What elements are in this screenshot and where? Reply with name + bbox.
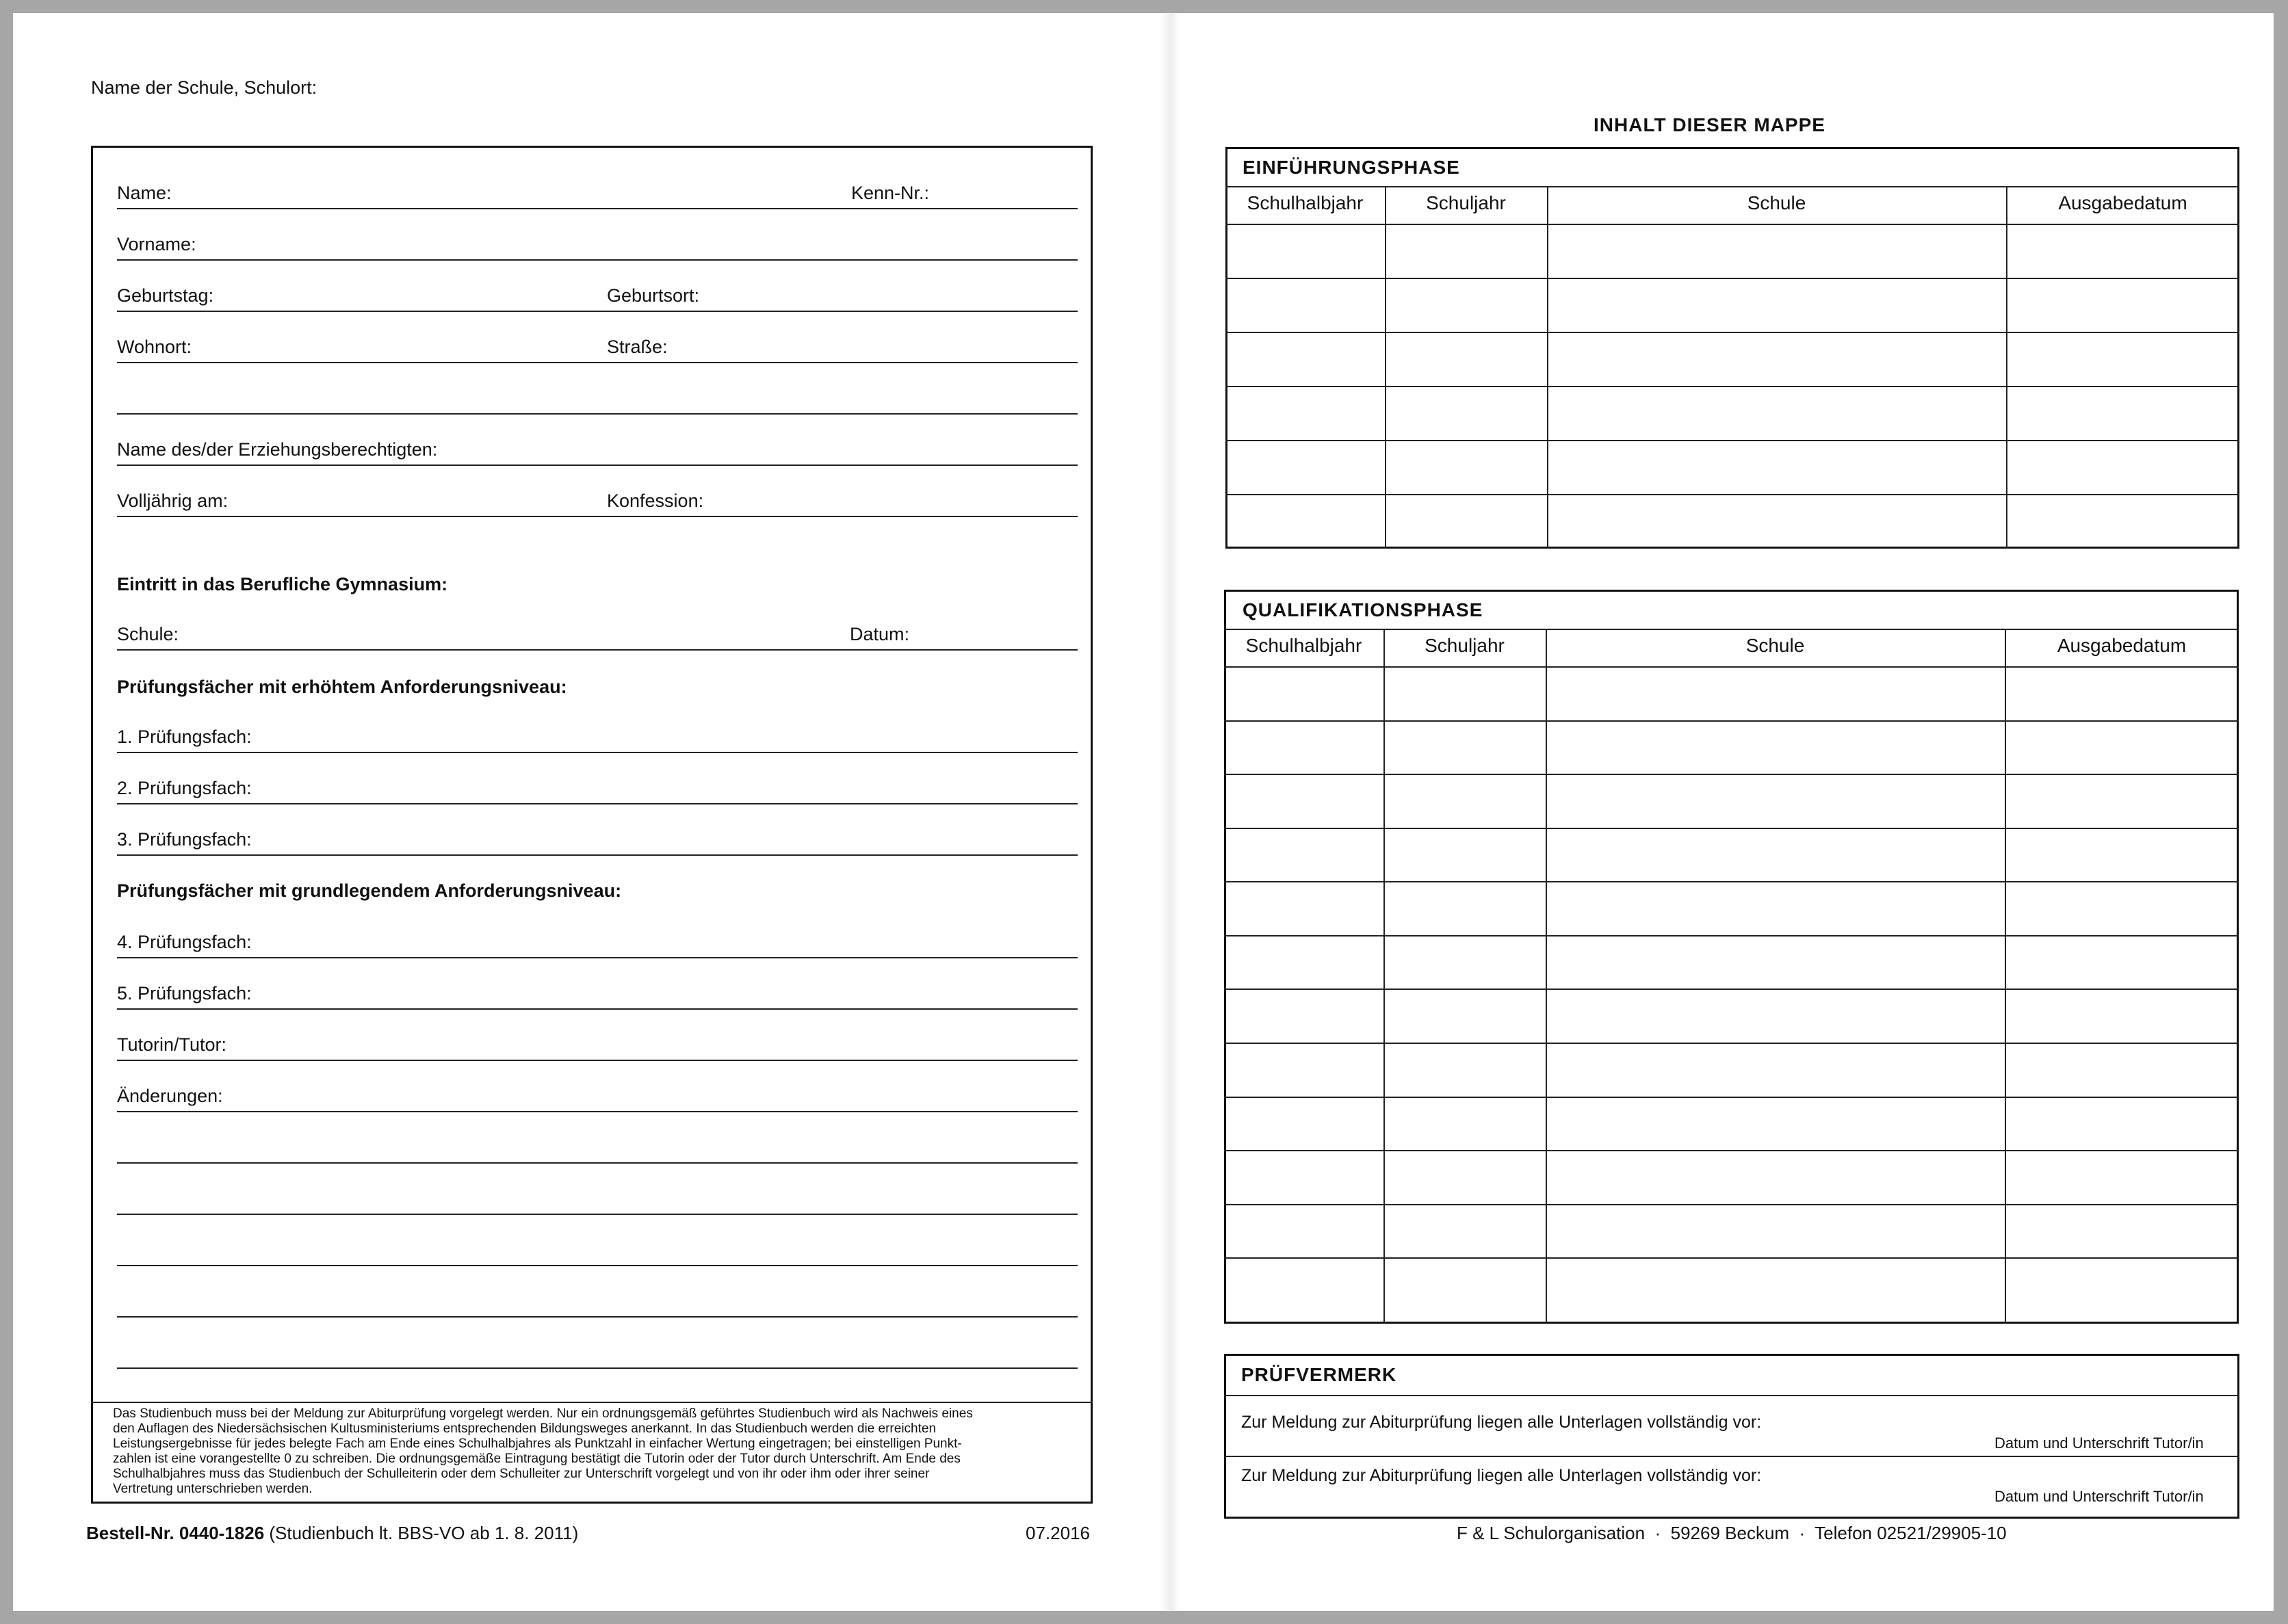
erziehungsberechtigte-label: Name des/der Erziehungsberechtigten:	[117, 439, 438, 460]
pf2-label: 2. Prüfungsfach:	[117, 778, 252, 798]
table-row[interactable]	[1224, 988, 2239, 990]
school-label: Name der Schule, Schulort:	[91, 77, 317, 98]
col-ausgabedatum: Ausgabedatum	[2057, 635, 2187, 656]
table-rule	[1225, 224, 2239, 225]
aenderungen-line[interactable]	[117, 1265, 1078, 1266]
pruefvermerk-row1-signature[interactable]: Datum und Unterschrift Tutor/in	[1994, 1435, 2204, 1452]
studienbuch-note	[113, 1406, 1084, 1497]
edition-date: 07.2016	[1026, 1523, 1090, 1543]
table-row[interactable]	[1225, 332, 2239, 333]
datum-label: Datum:	[850, 624, 910, 644]
col-schule: Schule	[1745, 635, 1805, 656]
student-data-box	[91, 146, 1093, 1504]
col-schuljahr: Schuljahr	[1425, 635, 1505, 656]
table-row[interactable]	[1224, 1204, 2239, 1205]
wohnort-label: Wohnort:	[117, 337, 192, 357]
note-line: den Auflagen des Niedersächsischen Kultusministeriums entsprechenden Bildungsweges anerkannt. In das Studienbuch werden die erreichten	[113, 1422, 937, 1436]
table-col-divider	[1383, 629, 1385, 1324]
wohnort-line[interactable]	[117, 362, 1078, 363]
table-col-divider	[1385, 186, 1386, 549]
eintritt-heading: Eintritt in das Berufliche Gymnasium:	[117, 574, 448, 594]
table-row[interactable]	[1225, 494, 2239, 495]
table-row[interactable]	[1225, 386, 2239, 387]
table-rule	[1224, 629, 2239, 630]
aenderungen-line[interactable]	[117, 1214, 1078, 1215]
table-rule	[1224, 1395, 2239, 1396]
col-ausgabedatum: Ausgabedatum	[2058, 192, 2187, 213]
einfuehrungsphase-heading: EINFÜHRUNGSPHASE	[1243, 157, 1460, 178]
pf4-label: 4. Prüfungsfach:	[117, 932, 252, 952]
publisher-footer: F & L Schulorganisation · 59269 Beckum · Telefon 02521/29905-10	[1457, 1523, 2007, 1543]
note-line: Leistungsergebnisse für jedes belegte Fach am Ende eines Schulhalbjahres als Punktzahl in einfacher Wertung eingetragen; bei einstelligen Punkt-	[113, 1437, 962, 1451]
table-row[interactable]	[1224, 1150, 2239, 1151]
pf5-line[interactable]	[117, 1008, 1078, 1010]
col-schulhalbjahr: Schulhalbjahr	[1247, 192, 1364, 213]
table-row[interactable]	[1224, 774, 2239, 775]
erhoeht-heading: Prüfungsfächer mit erhöhtem Anforderungsniveau:	[117, 677, 567, 697]
volljaehrig-line[interactable]	[117, 516, 1078, 517]
table-col-divider	[2005, 629, 2006, 1324]
contents-title: INHALT DIESER MAPPE	[1594, 114, 1825, 135]
table-row[interactable]	[1224, 828, 2239, 829]
pruefvermerk-row2-signature[interactable]: Datum und Unterschrift Tutor/in	[1994, 1488, 2204, 1505]
pf3-line[interactable]	[117, 854, 1078, 856]
aenderungen-label: Änderungen:	[117, 1086, 223, 1106]
table-row[interactable]	[1224, 935, 2239, 937]
document-sheet	[13, 13, 2274, 1611]
col-schule: Schule	[1747, 192, 1806, 213]
pruefvermerk-row1-text: Zur Meldung zur Abiturprüfung liegen alle Unterlagen vollständig vor:	[1241, 1413, 1762, 1432]
name-line[interactable]	[117, 208, 1078, 209]
pf4-line[interactable]	[117, 957, 1078, 958]
tutor-label: Tutorin/Tutor:	[117, 1034, 227, 1055]
table-row[interactable]	[1224, 1043, 2239, 1044]
pf3-label: 3. Prüfungsfach:	[117, 829, 252, 850]
table-row[interactable]	[1224, 881, 2239, 882]
qualifikationsphase-table	[1224, 590, 2239, 1324]
col-schuljahr: Schuljahr	[1426, 192, 1506, 213]
aenderungen-line[interactable]	[117, 1367, 1078, 1369]
note-line: Vertretung unterschrieben werden.	[113, 1482, 313, 1496]
vorname-label: Vorname:	[117, 234, 196, 254]
col-schulhalbjahr: Schulhalbjahr	[1245, 635, 1362, 656]
aenderungen-line[interactable]	[117, 1162, 1078, 1164]
vorname-line[interactable]	[117, 259, 1078, 261]
kenn-nr-label: Kenn-Nr.:	[851, 183, 930, 203]
table-col-divider	[1546, 629, 1547, 1324]
address-extra-line[interactable]	[117, 413, 1078, 415]
note-line: Schulhalbjahres muss das Studienbuch der Schulleiterin oder dem Schulleiter zur Unterschrift vorgelegt und von ihr oder ihm oder ihrer seiner	[113, 1467, 930, 1481]
pf1-line[interactable]	[117, 752, 1078, 753]
table-col-divider	[1547, 186, 1548, 549]
table-rule	[1225, 186, 2239, 187]
pruefvermerk-row2-text: Zur Meldung zur Abiturprüfung liegen alle Unterlagen vollständig vor:	[1241, 1466, 1762, 1485]
table-row[interactable]	[1225, 440, 2239, 441]
grund-heading: Prüfungsfächer mit grundlegendem Anforderungsniveau:	[117, 880, 622, 901]
pf5-label: 5. Prüfungsfach:	[117, 983, 252, 1004]
pf1-label: 1. Prüfungsfach:	[117, 726, 252, 747]
table-rule	[1224, 666, 2239, 668]
aenderungen-line[interactable]	[117, 1111, 1078, 1112]
note-line: Das Studienbuch muss bei der Meldung zur Abiturprüfung vorgelegt werden. Nur ein ordnungsgemäß geführtes Studienbuch wird als Nachweis eines	[113, 1406, 973, 1421]
pruefvermerk-heading: PRÜFVERMERK	[1241, 1364, 1397, 1385]
note-line: zahlen ist eine vorangestellte 0 zu schreiben. Die ordnungsgemäße Eintragung bestätigt die Tutorin oder der Tutor durch Unterschrift. Am Ende des	[113, 1452, 961, 1466]
table-col-divider	[2006, 186, 2007, 549]
page-fold	[1160, 13, 1179, 1611]
erziehungsberechtigte-line[interactable]	[117, 464, 1078, 466]
geburtstag-line[interactable]	[117, 311, 1078, 312]
schule-line[interactable]	[117, 649, 1078, 651]
table-row[interactable]	[1225, 278, 2239, 279]
strasse-label: Straße:	[607, 337, 668, 357]
geburtstag-label: Geburtstag:	[117, 285, 214, 306]
bestell-footer	[86, 1523, 578, 1544]
schule-label: Schule:	[117, 624, 179, 644]
geburtsort-label: Geburtsort:	[607, 285, 700, 306]
name-label: Name:	[117, 183, 172, 203]
pf2-line[interactable]	[117, 803, 1078, 804]
tutor-line[interactable]	[117, 1060, 1078, 1061]
bestell-nr: Bestell-Nr. 0440-1826	[86, 1523, 265, 1543]
aenderungen-line[interactable]	[117, 1316, 1078, 1318]
note-divider	[91, 1402, 1093, 1403]
table-rule	[1224, 1456, 2239, 1457]
qualifikationsphase-heading: QUALIFIKATIONSPHASE	[1243, 599, 1483, 620]
bestell-desc: (Studienbuch lt. BBS-VO ab 1. 8. 2011)	[264, 1523, 579, 1543]
table-row[interactable]	[1224, 720, 2239, 722]
konfession-label: Konfession:	[607, 490, 704, 511]
volljaehrig-label: Volljährig am:	[117, 490, 229, 511]
table-row[interactable]	[1224, 1257, 2239, 1259]
table-row[interactable]	[1224, 1097, 2239, 1098]
